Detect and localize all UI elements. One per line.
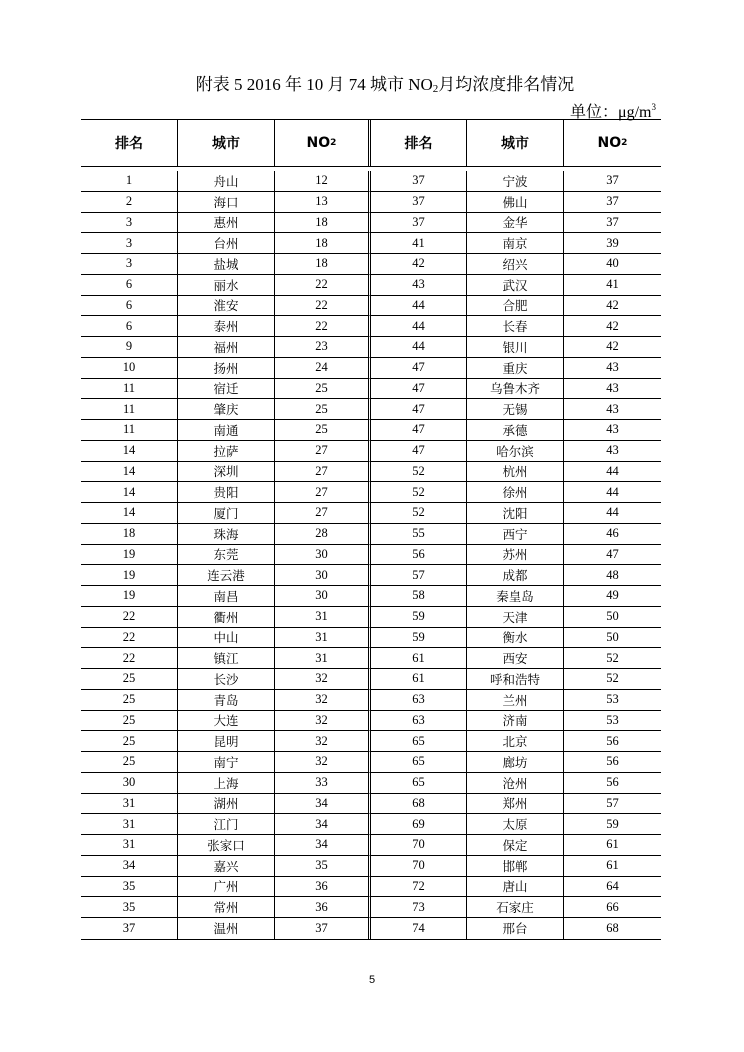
- cell-no2-left: 36: [275, 877, 371, 898]
- cell-city-left: 深圳: [178, 462, 275, 483]
- table-row: [81, 628, 661, 649]
- cell-rank-right: 44: [371, 316, 467, 337]
- cell-rank-right: 58: [371, 586, 467, 607]
- cell-no2-left: 27: [275, 482, 371, 503]
- cell-rank-right: 55: [371, 524, 467, 545]
- cell-city-left: 福州: [178, 337, 275, 358]
- cell-no2-right: 37: [564, 171, 661, 192]
- cell-no2-left: 31: [275, 648, 371, 669]
- cell-rank-right: 70: [371, 835, 467, 856]
- cell-no2-left: 31: [275, 628, 371, 649]
- cell-rank-left: 14: [81, 462, 178, 483]
- cell-rank-right: 65: [371, 773, 467, 794]
- cell-city-right: 邢台: [467, 918, 564, 939]
- table-row: [81, 918, 661, 939]
- cell-rank-right: 47: [371, 379, 467, 400]
- cell-rank-right: 43: [371, 275, 467, 296]
- cell-city-left: 常州: [178, 897, 275, 918]
- cell-no2-right: 40: [564, 254, 661, 275]
- cell-rank-left: 34: [81, 856, 178, 877]
- cell-no2-right: 42: [564, 337, 661, 358]
- cell-no2-left: 36: [275, 897, 371, 918]
- cell-rank-left: 11: [81, 399, 178, 420]
- cell-no2-right: 56: [564, 752, 661, 773]
- cell-city-right: 沧州: [467, 773, 564, 794]
- table-row: [81, 503, 661, 524]
- cell-rank-left: 14: [81, 503, 178, 524]
- cell-no2-right: 53: [564, 711, 661, 732]
- cell-rank-right: 37: [371, 171, 467, 192]
- cell-city-left: 南通: [178, 420, 275, 441]
- cell-no2-left: 34: [275, 794, 371, 815]
- cell-rank-left: 19: [81, 586, 178, 607]
- cell-no2-right: 64: [564, 877, 661, 898]
- cell-no2-left: 30: [275, 565, 371, 586]
- cell-rank-right: 42: [371, 254, 467, 275]
- table-row: [81, 254, 661, 275]
- cell-no2-right: 42: [564, 316, 661, 337]
- cell-rank-left: 25: [81, 752, 178, 773]
- cell-city-left: 上海: [178, 773, 275, 794]
- cell-rank-right: 57: [371, 565, 467, 586]
- cell-city-right: 徐州: [467, 482, 564, 503]
- table-row: [81, 337, 661, 358]
- cell-no2-left: 23: [275, 337, 371, 358]
- cell-no2-left: 22: [275, 275, 371, 296]
- header-no2-text: NO: [306, 135, 331, 151]
- table-row: [81, 316, 661, 337]
- header-no2-subscript: 2: [621, 138, 628, 148]
- cell-no2-left: 33: [275, 773, 371, 794]
- table-row: [81, 441, 661, 462]
- cell-rank-right: 44: [371, 337, 467, 358]
- cell-rank-right: 41: [371, 233, 467, 254]
- cell-rank-right: 59: [371, 628, 467, 649]
- cell-city-left: 连云港: [178, 565, 275, 586]
- cell-rank-left: 18: [81, 524, 178, 545]
- cell-no2-right: 43: [564, 441, 661, 462]
- cell-no2-right: 41: [564, 275, 661, 296]
- cell-no2-right: 56: [564, 773, 661, 794]
- cell-rank-right: 61: [371, 669, 467, 690]
- table-row: [81, 607, 661, 628]
- cell-city-right: 银川: [467, 337, 564, 358]
- title-text: 附表 5 2016 年 10 月 74 城市 NO: [195, 75, 433, 94]
- cell-city-left: 舟山: [178, 171, 275, 192]
- cell-no2-right: 43: [564, 379, 661, 400]
- cell-city-left: 盐城: [178, 254, 275, 275]
- cell-city-right: 邯郸: [467, 856, 564, 877]
- table-row: [81, 690, 661, 711]
- cell-rank-left: 19: [81, 545, 178, 566]
- cell-rank-left: 25: [81, 731, 178, 752]
- cell-rank-left: 25: [81, 711, 178, 732]
- cell-no2-right: 42: [564, 296, 661, 317]
- cell-no2-right: 47: [564, 545, 661, 566]
- cell-rank-left: 11: [81, 420, 178, 441]
- header-rank-left: 排名: [81, 120, 178, 166]
- cell-rank-right: 47: [371, 420, 467, 441]
- cell-no2-right: 56: [564, 731, 661, 752]
- cell-city-right: 重庆: [467, 358, 564, 379]
- cell-city-left: 淮安: [178, 296, 275, 317]
- cell-city-right: 廊坊: [467, 752, 564, 773]
- page-number: 5: [368, 974, 376, 986]
- unit-text: 单位：μg/m: [570, 104, 652, 121]
- cell-city-right: 石家庄: [467, 897, 564, 918]
- cell-city-right: 沈阳: [467, 503, 564, 524]
- cell-rank-right: 65: [371, 731, 467, 752]
- cell-rank-right: 47: [371, 399, 467, 420]
- cell-city-right: 唐山: [467, 877, 564, 898]
- cell-no2-left: 31: [275, 607, 371, 628]
- cell-no2-left: 30: [275, 545, 371, 566]
- cell-rank-right: 61: [371, 648, 467, 669]
- cell-city-right: 佛山: [467, 192, 564, 213]
- cell-no2-left: 27: [275, 441, 371, 462]
- cell-no2-right: 50: [564, 628, 661, 649]
- header-no2-subscript: 2: [330, 138, 337, 148]
- header-no2-text: NO: [597, 135, 622, 151]
- cell-rank-right: 47: [371, 441, 467, 462]
- cell-rank-left: 3: [81, 213, 178, 234]
- cell-no2-right: 61: [564, 856, 661, 877]
- cell-city-left: 镇江: [178, 648, 275, 669]
- cell-no2-left: 32: [275, 711, 371, 732]
- cell-city-left: 张家口: [178, 835, 275, 856]
- cell-no2-left: 32: [275, 669, 371, 690]
- cell-no2-left: 34: [275, 814, 371, 835]
- table-row: [81, 565, 661, 586]
- cell-rank-right: 63: [371, 690, 467, 711]
- table-row: [81, 399, 661, 420]
- cell-rank-left: 1: [81, 171, 178, 192]
- cell-city-right: 宁波: [467, 171, 564, 192]
- cell-no2-right: 52: [564, 648, 661, 669]
- cell-city-right: 西宁: [467, 524, 564, 545]
- cell-no2-right: 43: [564, 399, 661, 420]
- cell-city-left: 惠州: [178, 213, 275, 234]
- cell-no2-left: 30: [275, 586, 371, 607]
- title-subscript: 2: [432, 83, 439, 95]
- header-city-left: 城市: [178, 120, 275, 166]
- cell-no2-right: 37: [564, 192, 661, 213]
- table-row: [81, 358, 661, 379]
- cell-no2-right: 43: [564, 358, 661, 379]
- cell-rank-left: 35: [81, 897, 178, 918]
- cell-city-right: 秦皇岛: [467, 586, 564, 607]
- cell-rank-left: 37: [81, 918, 178, 939]
- header-city-right: 城市: [467, 120, 564, 166]
- cell-city-left: 湖州: [178, 794, 275, 815]
- cell-rank-right: 37: [371, 213, 467, 234]
- cell-city-left: 中山: [178, 628, 275, 649]
- cell-rank-right: 56: [371, 545, 467, 566]
- table-row: [81, 856, 661, 877]
- cell-rank-left: 30: [81, 773, 178, 794]
- cell-rank-left: 31: [81, 835, 178, 856]
- cell-no2-left: 27: [275, 462, 371, 483]
- cell-no2-right: 49: [564, 586, 661, 607]
- cell-city-left: 大连: [178, 711, 275, 732]
- cell-no2-left: 12: [275, 171, 371, 192]
- table-row: [81, 296, 661, 317]
- table-row: [81, 275, 661, 296]
- cell-rank-left: 19: [81, 565, 178, 586]
- cell-city-left: 温州: [178, 918, 275, 939]
- table-row: [81, 752, 661, 773]
- cell-city-right: 乌鲁木齐: [467, 379, 564, 400]
- cell-no2-right: 59: [564, 814, 661, 835]
- cell-rank-right: 74: [371, 918, 467, 939]
- cell-no2-right: 61: [564, 835, 661, 856]
- cell-no2-right: 44: [564, 462, 661, 483]
- table-row: [81, 213, 661, 234]
- cell-no2-left: 27: [275, 503, 371, 524]
- cell-rank-right: 47: [371, 358, 467, 379]
- cell-city-left: 台州: [178, 233, 275, 254]
- cell-city-right: 衡水: [467, 628, 564, 649]
- table-row: [81, 711, 661, 732]
- cell-no2-left: 22: [275, 316, 371, 337]
- cell-city-left: 长沙: [178, 669, 275, 690]
- cell-rank-left: 14: [81, 482, 178, 503]
- header-rank-right: 排名: [371, 120, 467, 166]
- table-row: [81, 648, 661, 669]
- cell-city-right: 绍兴: [467, 254, 564, 275]
- cell-rank-left: 6: [81, 316, 178, 337]
- cell-rank-left: 31: [81, 794, 178, 815]
- table-row: [81, 731, 661, 752]
- cell-no2-right: 44: [564, 482, 661, 503]
- cell-rank-left: 11: [81, 379, 178, 400]
- cell-rank-left: 31: [81, 814, 178, 835]
- cell-city-left: 厦门: [178, 503, 275, 524]
- cell-city-left: 青岛: [178, 690, 275, 711]
- cell-no2-left: 25: [275, 379, 371, 400]
- cell-no2-right: 37: [564, 213, 661, 234]
- cell-city-right: 南京: [467, 233, 564, 254]
- cell-no2-right: 66: [564, 897, 661, 918]
- cell-no2-left: 18: [275, 254, 371, 275]
- cell-no2-left: 22: [275, 296, 371, 317]
- table-row: [81, 835, 661, 856]
- cell-city-right: 承德: [467, 420, 564, 441]
- cell-city-left: 南昌: [178, 586, 275, 607]
- cell-no2-right: 53: [564, 690, 661, 711]
- cell-rank-left: 22: [81, 648, 178, 669]
- cell-no2-left: 25: [275, 399, 371, 420]
- table-row: [81, 794, 661, 815]
- cell-city-left: 南宁: [178, 752, 275, 773]
- cell-city-right: 合肥: [467, 296, 564, 317]
- cell-city-right: 金华: [467, 213, 564, 234]
- cell-city-left: 江门: [178, 814, 275, 835]
- cell-city-right: 无锡: [467, 399, 564, 420]
- cell-city-right: 西安: [467, 648, 564, 669]
- cell-rank-left: 10: [81, 358, 178, 379]
- cell-no2-right: 44: [564, 503, 661, 524]
- cell-no2-left: 13: [275, 192, 371, 213]
- cell-no2-left: 24: [275, 358, 371, 379]
- cell-city-right: 兰州: [467, 690, 564, 711]
- table-header: [81, 120, 661, 167]
- cell-rank-right: 52: [371, 482, 467, 503]
- cell-no2-left: 18: [275, 233, 371, 254]
- table-row: [81, 192, 661, 213]
- cell-city-left: 拉萨: [178, 441, 275, 462]
- table-body: [81, 171, 661, 939]
- cell-rank-left: 22: [81, 628, 178, 649]
- ranking-table: [81, 119, 661, 940]
- cell-city-right: 天津: [467, 607, 564, 628]
- cell-city-left: 扬州: [178, 358, 275, 379]
- cell-no2-left: 28: [275, 524, 371, 545]
- cell-rank-left: 25: [81, 690, 178, 711]
- cell-no2-left: 18: [275, 213, 371, 234]
- table-row: [81, 379, 661, 400]
- table-row: [81, 814, 661, 835]
- table-row: [81, 773, 661, 794]
- cell-city-right: 呼和浩特: [467, 669, 564, 690]
- cell-no2-left: 34: [275, 835, 371, 856]
- cell-city-left: 丽水: [178, 275, 275, 296]
- cell-city-left: 衢州: [178, 607, 275, 628]
- table-row: [81, 171, 661, 192]
- cell-no2-right: 50: [564, 607, 661, 628]
- cell-city-left: 贵阳: [178, 482, 275, 503]
- cell-rank-left: 3: [81, 254, 178, 275]
- cell-city-right: 苏州: [467, 545, 564, 566]
- table-row: [81, 233, 661, 254]
- title-suffix: 月均浓度排名情况: [438, 75, 575, 94]
- table-row: [81, 482, 661, 503]
- cell-rank-left: 25: [81, 669, 178, 690]
- cell-rank-left: 35: [81, 877, 178, 898]
- cell-city-left: 昆明: [178, 731, 275, 752]
- table-row: [81, 669, 661, 690]
- table-row: [81, 877, 661, 898]
- cell-rank-left: 14: [81, 441, 178, 462]
- cell-rank-left: 6: [81, 275, 178, 296]
- cell-city-left: 珠海: [178, 524, 275, 545]
- cell-city-right: 哈尔滨: [467, 441, 564, 462]
- table-row: [81, 524, 661, 545]
- cell-city-right: 杭州: [467, 462, 564, 483]
- cell-rank-right: 37: [371, 192, 467, 213]
- cell-rank-right: 73: [371, 897, 467, 918]
- table-row: [81, 897, 661, 918]
- cell-rank-right: 70: [371, 856, 467, 877]
- cell-no2-left: 32: [275, 752, 371, 773]
- cell-no2-right: 43: [564, 420, 661, 441]
- cell-no2-left: 37: [275, 918, 371, 939]
- cell-city-left: 泰州: [178, 316, 275, 337]
- cell-rank-left: 9: [81, 337, 178, 358]
- cell-rank-right: 68: [371, 794, 467, 815]
- cell-no2-left: 32: [275, 690, 371, 711]
- cell-no2-left: 32: [275, 731, 371, 752]
- table-row: [81, 420, 661, 441]
- cell-city-right: 长春: [467, 316, 564, 337]
- table-row: [81, 586, 661, 607]
- cell-city-left: 肇庆: [178, 399, 275, 420]
- cell-city-right: 保定: [467, 835, 564, 856]
- cell-city-left: 广州: [178, 877, 275, 898]
- cell-city-right: 北京: [467, 731, 564, 752]
- cell-rank-left: 3: [81, 233, 178, 254]
- cell-rank-right: 52: [371, 503, 467, 524]
- cell-rank-right: 52: [371, 462, 467, 483]
- cell-rank-right: 69: [371, 814, 467, 835]
- cell-rank-right: 59: [371, 607, 467, 628]
- cell-rank-right: 44: [371, 296, 467, 317]
- cell-city-right: 济南: [467, 711, 564, 732]
- cell-no2-right: 68: [606, 920, 619, 935]
- cell-rank-right: 72: [371, 877, 467, 898]
- table-row: [81, 462, 661, 483]
- header-no2-left: [275, 120, 371, 166]
- unit-superscript: 3: [651, 102, 656, 112]
- cell-city-left: 嘉兴: [178, 856, 275, 877]
- cell-no2-right: 48: [564, 565, 661, 586]
- cell-city-right: 成都: [467, 565, 564, 586]
- cell-rank-left: 22: [81, 607, 178, 628]
- cell-no2-left: 25: [275, 420, 371, 441]
- cell-no2-right: 52: [564, 669, 661, 690]
- cell-no2-right: 46: [564, 524, 661, 545]
- cell-no2-right: 39: [564, 233, 661, 254]
- cell-city-left: 宿迁: [178, 379, 275, 400]
- cell-rank-left: 6: [81, 296, 178, 317]
- cell-city-right: 武汉: [467, 275, 564, 296]
- cell-no2-right: 57: [564, 794, 661, 815]
- cell-city-left: 东莞: [178, 545, 275, 566]
- cell-rank-left: 2: [81, 192, 178, 213]
- cell-city-right: 郑州: [467, 794, 564, 815]
- cell-no2-left: 35: [275, 856, 371, 877]
- header-no2-right: [564, 120, 661, 166]
- cell-city-right: 太原: [467, 814, 564, 835]
- table-row: [81, 545, 661, 566]
- cell-city-left: 海口: [178, 192, 275, 213]
- cell-rank-right: 63: [371, 711, 467, 732]
- cell-rank-right: 65: [371, 752, 467, 773]
